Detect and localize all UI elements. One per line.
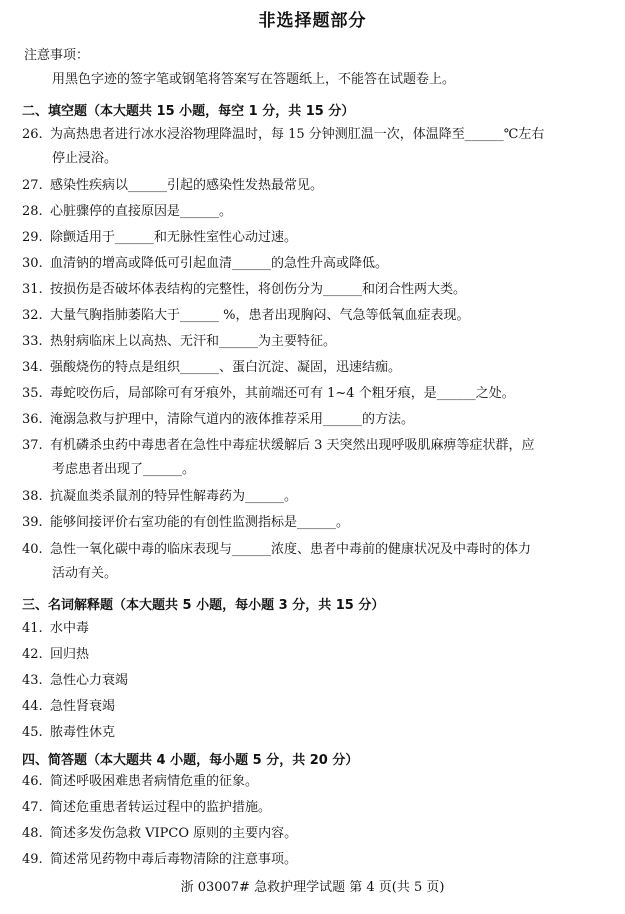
question-number: 32. xyxy=(22,308,43,323)
question-49 xyxy=(22,848,612,872)
question-text: 淹溺急救与护理中，清除气道内的液体推荐采用______的方法。 xyxy=(50,412,415,427)
notice-text: 用黑色字迹的签字笔或钢笔将答案写在答题纸上，不能答在试题卷上。 xyxy=(52,72,456,87)
question-32 xyxy=(22,304,612,328)
question-text: 按损伤是否破坏体表结构的完整性，将创伤分为______和闭合性两大类。 xyxy=(50,282,467,297)
question-26 xyxy=(22,123,612,171)
section-heading-fill-in: 二、填空题（本大题共 15 小题，每空 1 分，共 15 分） xyxy=(22,104,355,119)
question-36 xyxy=(22,408,612,432)
question-text: 脓毒性休克 xyxy=(50,725,116,740)
question-number: 39. xyxy=(22,515,43,530)
question-42 xyxy=(22,643,612,667)
question-number: 34. xyxy=(22,360,43,375)
question-number: 37. xyxy=(22,438,43,453)
notice-label: 注意事项： xyxy=(24,48,90,63)
question-text: 抗凝血类杀鼠剂的特异性解毒药为______。 xyxy=(50,489,298,504)
question-45 xyxy=(22,721,612,745)
question-30 xyxy=(22,252,612,276)
question-47 xyxy=(22,796,612,820)
section-heading-short-answer: 四、简答题（本大题共 4 小题，每小题 5 分，共 20 分） xyxy=(22,753,359,768)
question-number: 30. xyxy=(22,256,43,271)
question-text: 水中毒 xyxy=(50,621,90,636)
question-text: 急性一氧化碳中毒的临床表现与______浓度、患者中毒前的健康状况及中毒时的体力 xyxy=(50,542,532,557)
question-text: 能够间接评价右室功能的有创性监测指标是______。 xyxy=(50,515,350,530)
question-number: 49. xyxy=(22,852,43,867)
question-text: 大量气胸指肺萎陷大于______ %，患者出现胸闷、气急等低氧血症表现。 xyxy=(50,308,470,323)
question-text: 简述多发伤急救 VIPCO 原则的主要内容。 xyxy=(50,826,298,841)
question-number: 46. xyxy=(22,774,43,789)
question-text: 感染性疾病以______引起的感染性发热最常见。 xyxy=(50,178,324,193)
question-35 xyxy=(22,382,612,406)
question-33 xyxy=(22,330,612,354)
question-text-continued: 停止浸浴。 xyxy=(52,151,118,166)
question-text: 毒蛇咬伤后，局部除可有牙痕外，其前端还可有 1~4 个粗牙痕，是______之处。 xyxy=(50,386,515,401)
question-number: 27. xyxy=(22,178,43,193)
question-text: 除颤适用于______和无脉性室性心动过速。 xyxy=(50,230,298,245)
question-number: 44. xyxy=(22,699,43,714)
question-number: 41. xyxy=(22,621,43,636)
question-34 xyxy=(22,356,612,380)
question-48 xyxy=(22,822,612,846)
question-text: 血清钠的增高或降低可引起血清______的急性升高或降低。 xyxy=(50,256,389,271)
question-number: 31. xyxy=(22,282,43,297)
question-27 xyxy=(22,174,612,198)
question-41 xyxy=(22,617,612,641)
question-number: 26. xyxy=(22,127,43,142)
page-footer: 浙 03007# 急救护理学试题 第 4 页(共 5 页) xyxy=(180,880,445,895)
question-31 xyxy=(22,278,612,302)
question-number: 36. xyxy=(22,412,43,427)
question-text: 心脏骤停的直接原因是______。 xyxy=(50,204,233,219)
question-number: 48. xyxy=(22,826,43,841)
question-text: 强酸烧伤的特点是组织______、蛋白沉淀、凝固，迅速结痂。 xyxy=(50,360,402,375)
question-text: 回归热 xyxy=(50,647,90,662)
question-text: 简述常见药物中毒后毒物清除的注意事项。 xyxy=(50,852,298,867)
page-title: 非选择题部分 xyxy=(258,11,367,31)
section-heading-definitions: 三、名词解释题（本大题共 5 小题，每小题 3 分，共 15 分） xyxy=(22,598,385,613)
question-39 xyxy=(22,511,612,535)
question-number: 28. xyxy=(22,204,43,219)
question-number: 47. xyxy=(22,800,43,815)
question-text-continued: 活动有关。 xyxy=(52,566,118,581)
question-text: 热射病临床上以高热、无汗和______为主要特征。 xyxy=(50,334,337,349)
question-number: 45. xyxy=(22,725,43,740)
question-44 xyxy=(22,695,612,719)
question-text: 急性心力衰竭 xyxy=(50,673,129,688)
question-40 xyxy=(22,538,612,586)
question-43 xyxy=(22,669,612,693)
question-number: 40. xyxy=(22,542,43,557)
question-text: 急性肾衰竭 xyxy=(50,699,116,714)
question-number: 42. xyxy=(22,647,43,662)
question-text: 简述危重患者转运过程中的监护措施。 xyxy=(50,800,272,815)
question-number: 38. xyxy=(22,489,43,504)
question-29 xyxy=(22,226,612,250)
question-number: 33. xyxy=(22,334,43,349)
question-46 xyxy=(22,770,612,794)
question-text-continued: 考虑患者出现了______。 xyxy=(52,462,196,477)
question-number: 35. xyxy=(22,386,43,401)
question-number: 29. xyxy=(22,230,43,245)
question-text: 为高热患者进行冰水浸浴物理降温时，每 15 分钟测肛温一次，体温降至______℃左右 xyxy=(50,127,545,142)
question-28 xyxy=(22,200,612,224)
question-38 xyxy=(22,485,612,509)
question-text: 简述呼吸困难患者病情危重的征象。 xyxy=(50,774,259,789)
question-text: 有机磷杀虫药中毒患者在急性中毒症状缓解后 3 天突然出现呼吸肌麻痹等症状群，应 xyxy=(50,438,535,453)
question-37 xyxy=(22,434,612,482)
question-number: 43. xyxy=(22,673,43,688)
